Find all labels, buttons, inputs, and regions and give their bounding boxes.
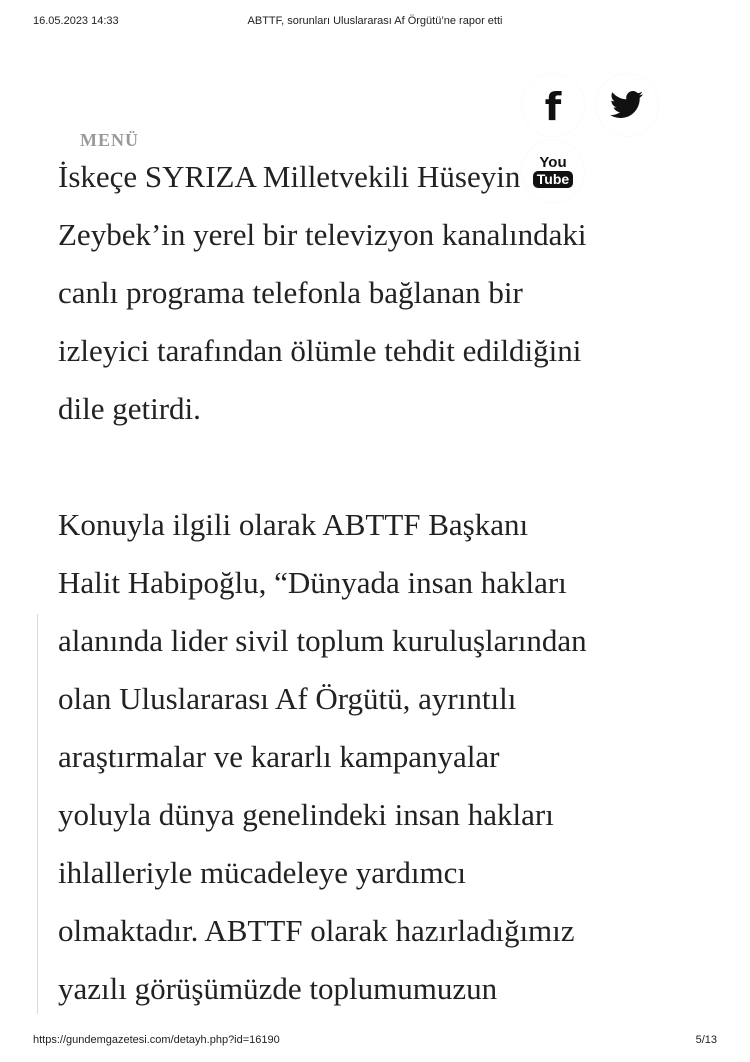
- article-line: olan Uluslararası Af Örgütü, ayrıntılı: [58, 681, 517, 716]
- article-line: Halit Habipoğlu, “Dünyada insan hakları: [58, 565, 567, 600]
- article-line: araştırmalar ve kararlı kampanyalar: [58, 739, 500, 774]
- article-line: canlı programa telefonla bağlanan bir: [58, 275, 523, 310]
- print-url: https://gundemgazetesi.com/detayh.php?id=16190: [33, 1034, 280, 1046]
- youtube-tube-label: Tube: [533, 171, 573, 188]
- print-page-title: ABTTF, sorunları Uluslararası Af Örgütü’ne rapor etti: [247, 15, 503, 27]
- quote-rule: [37, 614, 38, 1014]
- article-line: yoluyla dünya genelindeki insan hakları: [58, 797, 554, 832]
- article-line: alanında lider sivil toplum kuruluşlarından: [58, 623, 587, 658]
- article-paragraph-1: [58, 148, 718, 438]
- youtube-button[interactable]: [522, 140, 584, 202]
- article-line: Konuyla ilgili olarak ABTTF Başkanı: [58, 507, 529, 542]
- print-page-number: 5/13: [695, 1034, 717, 1046]
- youtube-icon: [533, 155, 573, 188]
- print-date: 16.05.2023 14:33: [33, 15, 119, 27]
- article-line: dile getirdi.: [58, 391, 201, 426]
- article-line: izleyici tarafından ölümle tehdit edildiğini: [58, 333, 582, 368]
- youtube-you-label: You: [539, 153, 567, 171]
- twitter-icon: [610, 91, 644, 119]
- article-line: olmaktadır. ABTTF olarak hazırladığımız: [58, 913, 575, 948]
- article-body: [58, 148, 718, 1018]
- menu-button[interactable]: MENÜ: [80, 130, 139, 150]
- article-line: ihlalleriyle mücadeleye yardımcı: [58, 855, 466, 890]
- facebook-button[interactable]: [522, 74, 584, 136]
- article-line: İskeçe SYRIZA Milletvekili Hüseyin: [58, 159, 521, 194]
- article-line: yazılı görüşümüzde toplumumuzun: [58, 971, 498, 1006]
- article-line: Zeybek’in yerel bir televizyon kanalındaki: [58, 217, 587, 252]
- paragraph-spacer: [58, 438, 718, 496]
- article-paragraph-2: [58, 496, 718, 1018]
- facebook-icon: f: [544, 85, 562, 129]
- twitter-button[interactable]: [596, 74, 658, 136]
